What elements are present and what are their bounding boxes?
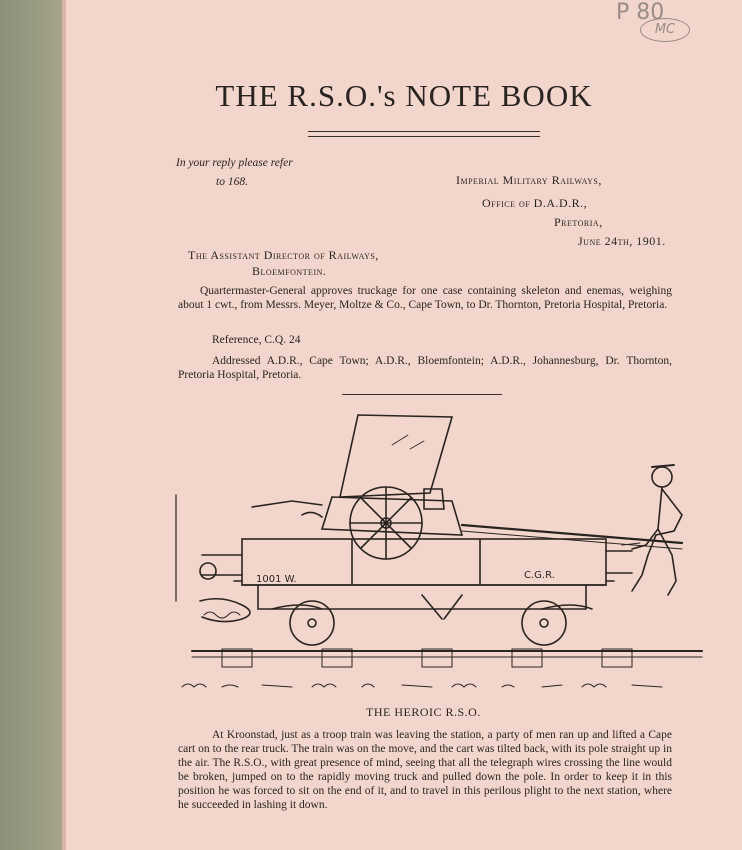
letter-date: June 24th, 1901.: [578, 234, 666, 248]
document-page: [66, 0, 742, 850]
sender-line2: Office of D.A.D.R.,: [482, 196, 588, 210]
reply-reference-line2: to 168.: [216, 176, 248, 188]
handwritten-circle-note: MC: [640, 18, 690, 42]
recipient-line2: Bloemfontein.: [252, 264, 327, 278]
letter-body: Quartermaster-General approves truckage for one case containing skeleton and enemas, weighing about 1 cwt., from Messrs. Meyer, Moltze & Co., Cape Town, to Dr. Thornton, Pretoria Hospital, Pretoria.: [178, 285, 672, 311]
title-rule-bottom: [308, 136, 540, 137]
reply-reference-line1: In your reply please refer: [176, 157, 293, 169]
sender-line3: Pretoria,: [554, 215, 603, 229]
letter-reference: Reference, C.Q. 24: [212, 334, 301, 346]
recipient-line1: The Assistant Director of Railways,: [188, 248, 379, 262]
page-title: THE R.S.O.'s NOTE BOOK: [215, 78, 593, 113]
truck-label-right: C.G.R.: [524, 570, 555, 581]
sender-line1: Imperial Military Railways,: [456, 173, 602, 187]
truck-label-left: 1001 W.: [256, 574, 297, 585]
letter-addressed: Addressed A.D.R., Cape Town; A.D.R., Bloemfontein; A.D.R., Johannesburg, Dr. Thornton, Pretoria Hospital, Pretoria.: [178, 355, 672, 381]
illustration-caption-text: At Kroonstad, just as a troop train was leaving the station, a party of men ran up and lifted a Cape cart on to the rear truck. The train was on the move, and the cart was tilted back, with its pole straight up in the air. The R.S.O., with great presence of mind, seeing that all the telegraph wires crossing the line would be broken, jumped on to the rapidly moving truck and pulled down the pole. In order to keep it in this position he was forced to sit on the end of it, and to travel in this perilous plight to the next station, where he succeeded in lashing it down.: [178, 729, 672, 811]
illustration-caption-title: THE HEROIC R.S.O.: [366, 705, 481, 719]
section-divider: [342, 394, 502, 395]
title-rule-top: [308, 131, 540, 132]
book-spine: [0, 0, 64, 850]
handwritten-number: P 80: [616, 0, 665, 25]
heroic-rso-illustration: [162, 405, 722, 705]
